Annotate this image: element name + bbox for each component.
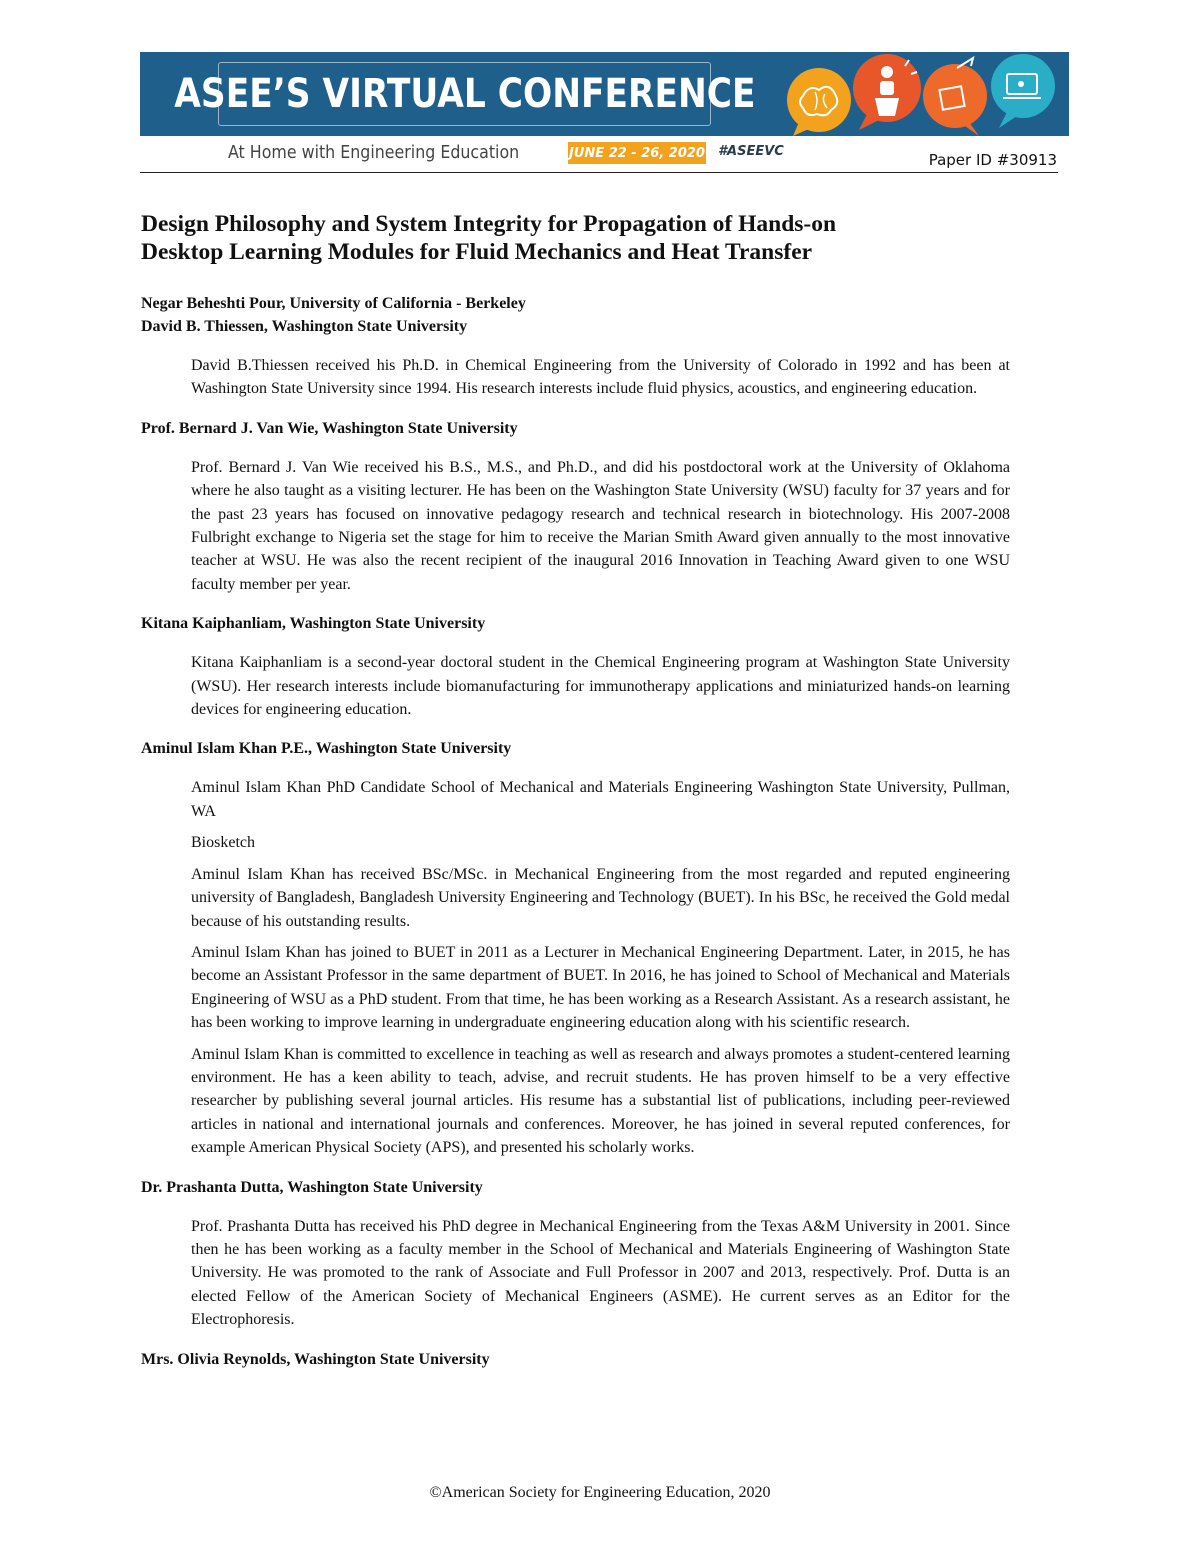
bio-paragraph: Aminul Islam Khan has joined to BUET in 2011 as a Lecturer in Mechanical Engineering Department. Later, in 2015, he has become an Assistant Professor in the same department of BUET. In 2016, he has joined to School of Mechanical and Materials Engineering of WSU as a PhD student. From that time, he has been working as a Research Assistant. As a research assistant, he has been working to improve learning in undergraduate engineering education along with his scientific research. xyxy=(191,943,1010,1032)
paper-title-line: Desktop Learning Modules for Fluid Mechanics and Heat Transfer xyxy=(141,239,813,265)
conference-dates: JUNE 22 - 26, 2020 xyxy=(568,142,706,164)
author-bio xyxy=(191,776,1010,1159)
conference-hashtag: #ASEEVC xyxy=(718,144,784,159)
author-bio xyxy=(191,456,1010,596)
banner-title: ASEE’S VIRTUAL CONFERENCE xyxy=(173,71,756,117)
author-name: Negar Beheshti Pour, University of California - Berkeley xyxy=(141,295,526,312)
author-bio xyxy=(191,354,1010,401)
bio-paragraph: Aminul Islam Khan has received BSc/MSc. in Mechanical Engineering from the most regarded and reputed engineering university of Bangladesh, Bangladesh University Engineering and Technology (BUET). In his BSc, he received the Gold medal because of his outstanding results. xyxy=(191,865,1010,930)
bio-paragraph: Prof. Bernard J. Van Wie received his B.S., M.S., and Ph.D., and did his postdoctoral work at the University of Oklahoma where he also taught as a visiting lecturer. He has been on the Washington State University (WSU) faculty for 37 years and for the past 23 years has focused on innovative pedagogy research and technical research in biotechnology. His 2007-2008 Fulbright exchange to Nigeria set the stage for him to receive the Marian Smith Award given annually to the most innovative teacher at WSU. He was also the recent recipient of the inaugural 2016 Innovation in Teaching Award given to one WSU faculty member per year. xyxy=(191,458,1010,593)
conference-banner xyxy=(140,52,1069,136)
bio-paragraph: Biosketch xyxy=(191,834,255,852)
bio-paragraph: Prof. Prashanta Dutta has received his PhD degree in Mechanical Engineering from the Texas A&M University in 2001. Since then he has been working as a faculty member in the School of Mechanical and Materials Engineering of Washington State University. He was promoted to the rank of Associate and Full Professor in 2007 and 2013, respectively. Prof. Dutta is an elected Fellow of the American Society of Mechanical Engineers (ASME). He current serves as an Editor for the Electrophoresis. xyxy=(191,1217,1010,1329)
computer-bubble-icon xyxy=(991,54,1055,128)
bio-paragraph: Kitana Kaiphanliam is a second-year doctoral student in the Chemical Engineering program at Washington State University (WSU). Her research interests include biomanufacturing for immunotherapy applications and miniaturized hands-on learning devices for engineering education. xyxy=(191,654,1010,719)
banner-tagline: At Home with Engineering Education xyxy=(228,142,520,163)
chart-bubble-icon xyxy=(923,58,987,136)
author-name: Kitana Kaiphanliam, Washington State University xyxy=(141,615,486,633)
presenter-bubble-icon xyxy=(853,54,921,130)
author-name: Dr. Prashanta Dutta, Washington State University xyxy=(141,1178,483,1196)
author-name: David B. Thiessen, Washington State University xyxy=(141,318,468,335)
bio-paragraph: Aminul Islam Khan PhD Candidate School of Mechanical and Materials Engineering Washington State University, Pullman, WA xyxy=(191,779,1010,820)
author-bio xyxy=(191,651,1010,721)
conference-icons-graphic xyxy=(759,52,1069,136)
author-list xyxy=(141,292,1010,338)
author-name: Prof. Bernard J. Van Wie, Washington State University xyxy=(141,419,518,437)
bio-paragraph: David B.Thiessen received his Ph.D. in Chemical Engineering from the University of Colorado in 1992 and has been at Washington State University since 1994. His research interests include fluid physics, acoustics, and engineering education. xyxy=(191,357,1010,398)
copyright-footer: ©American Society for Engineering Education, 2020 xyxy=(429,1484,771,1501)
header-rule xyxy=(140,172,1058,173)
banner-subtitle-row xyxy=(140,138,1069,172)
author-name: Aminul Islam Khan P.E., Washington State University xyxy=(141,740,512,758)
author-name: Mrs. Olivia Reynolds, Washington State University xyxy=(141,1350,490,1368)
brain-bubble-icon xyxy=(787,68,851,136)
paper-title-line: Design Philosophy and System Integrity for Propagation of Hands-on xyxy=(141,211,837,237)
bio-paragraph: Aminul Islam Khan is committed to excellence in teaching as well as research and always promotes a student-centered learning environment. He has a keen ability to teach, advise, and recruit students. He has proven himself to be a very effective researcher by publishing several journal articles. His resume has a substantial list of publications, including peer-reviewed articles in national and international journals and conferences. Moreover, he has joined in several reputed conferences, for example American Physical Society (APS), and presented his scholarly works. xyxy=(191,1045,1010,1157)
paper-id: Paper ID #30913 xyxy=(928,151,1057,169)
paper-title xyxy=(141,210,1010,266)
banner-title-box xyxy=(173,62,756,126)
author-bio xyxy=(191,1215,1010,1332)
paper-content xyxy=(141,210,1010,1371)
